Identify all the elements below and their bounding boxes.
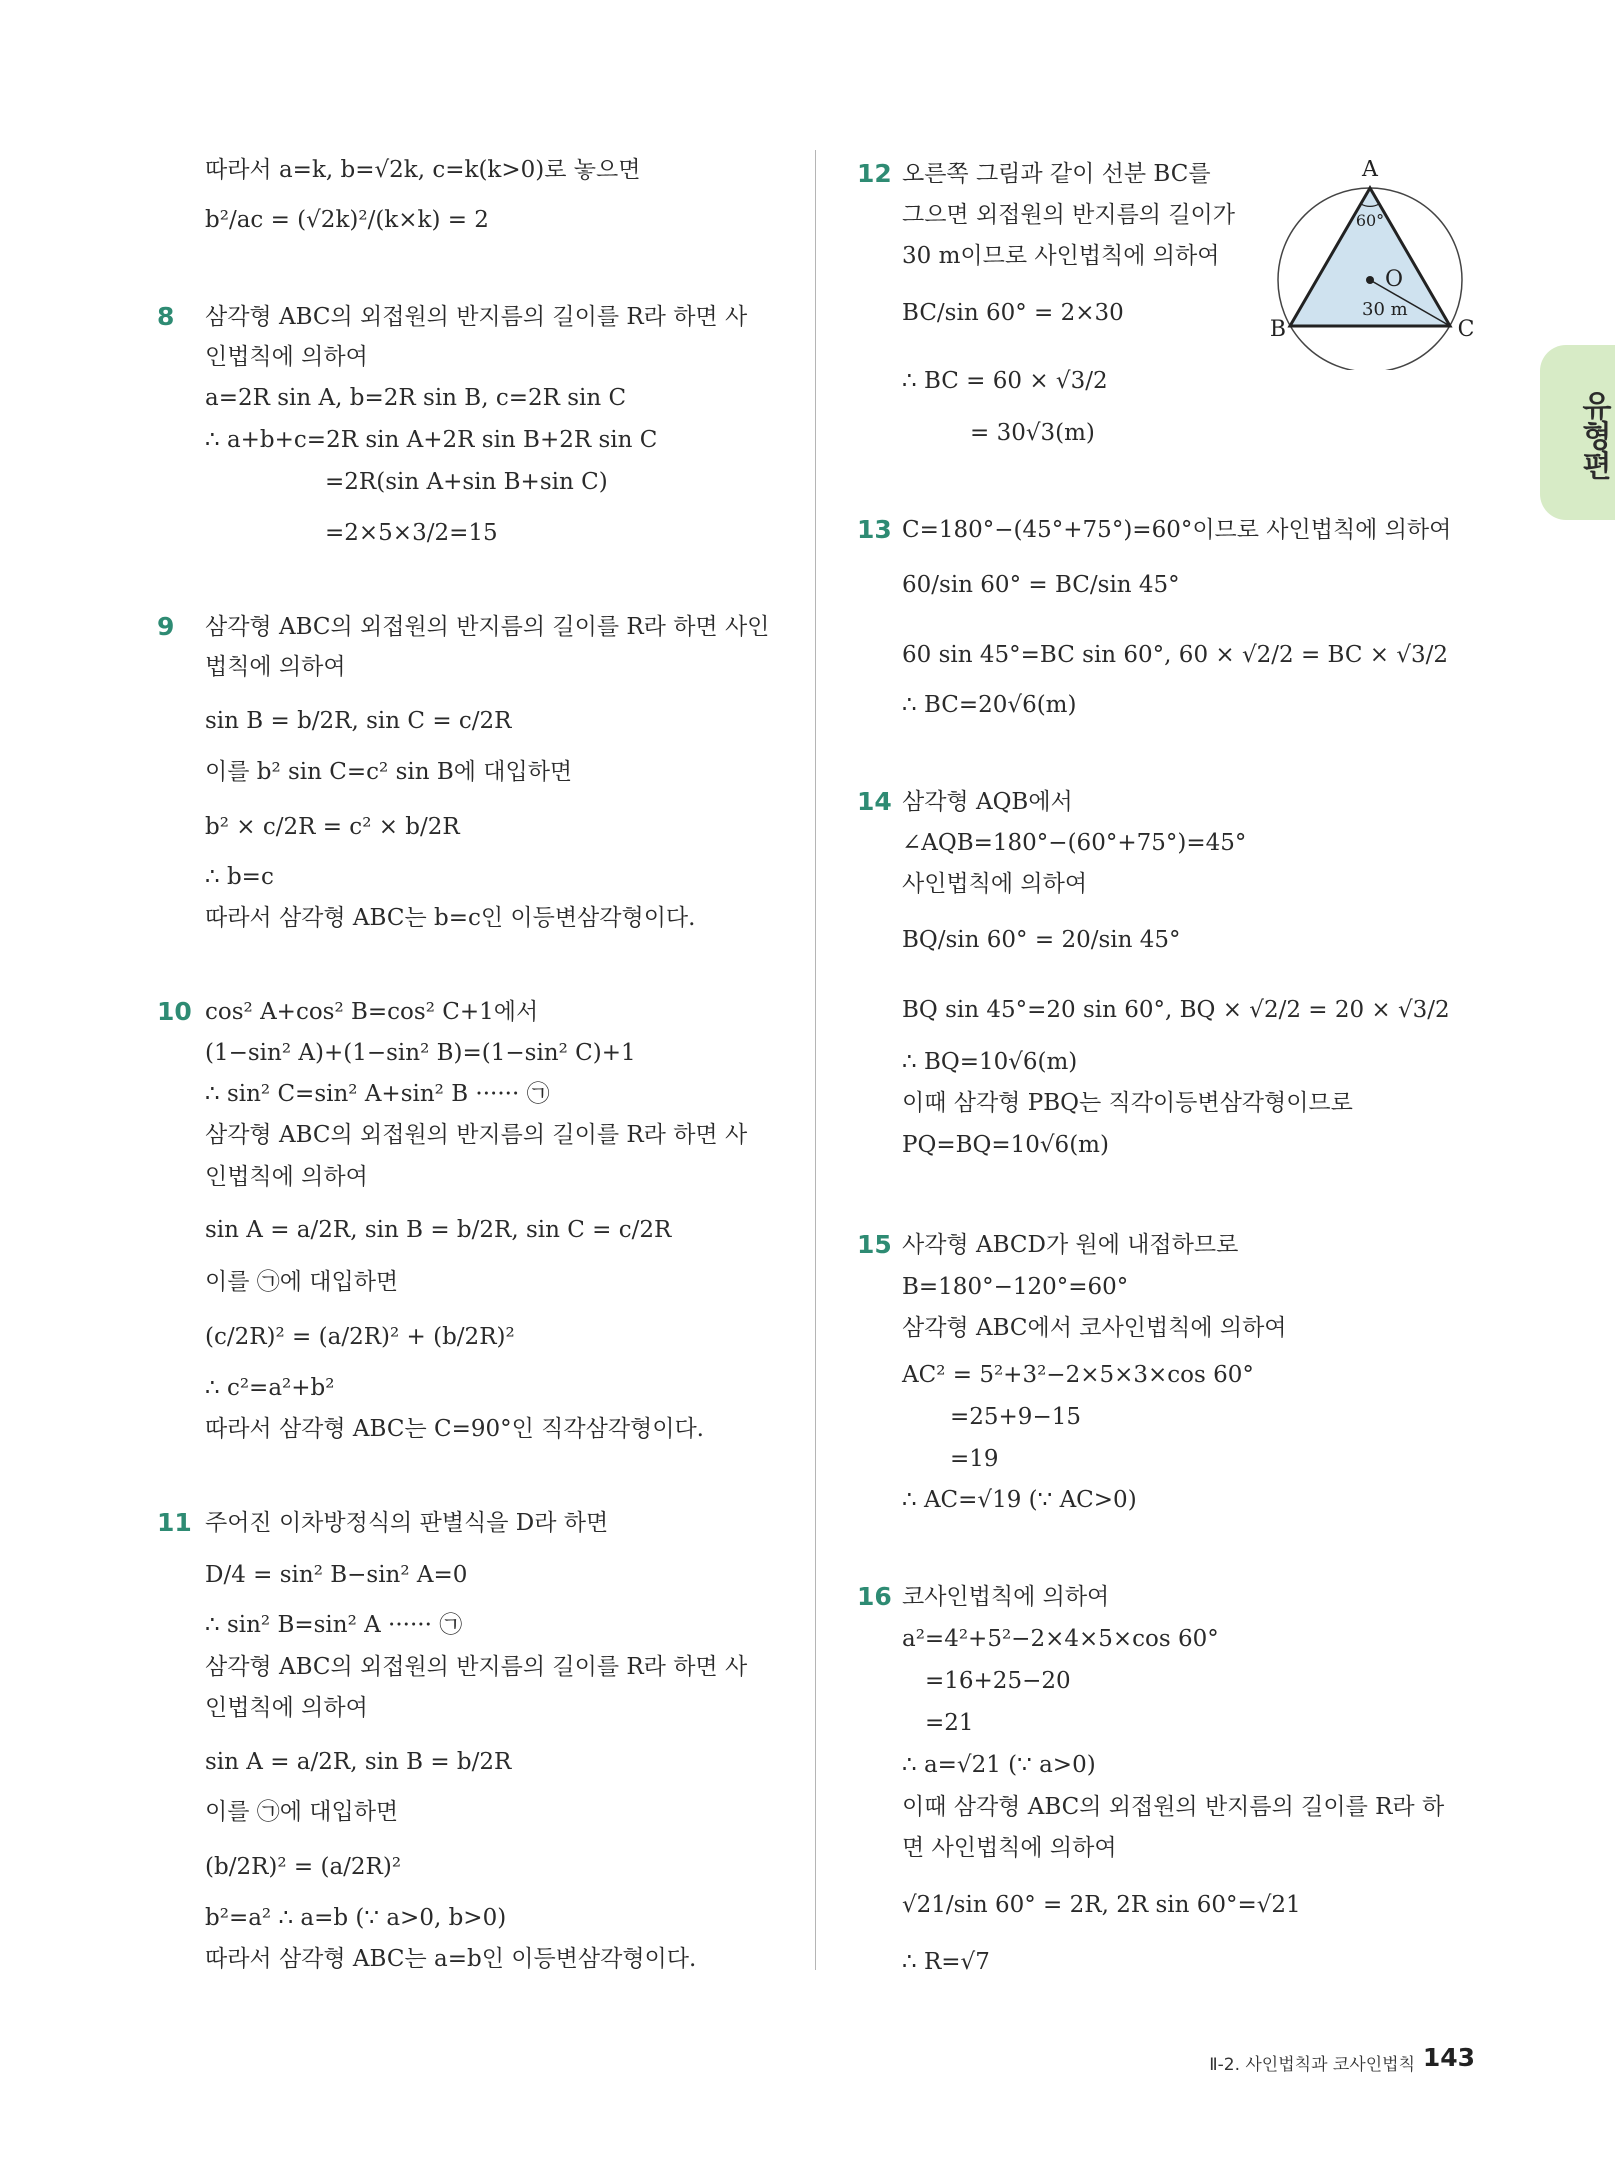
- center-point: [1366, 276, 1374, 284]
- p14-line-6: ∴ BQ=10√6(m): [902, 1049, 1078, 1075]
- p16-line-9: ∴ R=√7: [902, 1949, 990, 1975]
- p10-line-2: (1−sin² A)+(1−sin² B)=(1−sin² C)+1: [205, 1040, 636, 1066]
- problem-number-9: 9: [157, 612, 175, 641]
- p14-line-8: PQ=BQ=10√6(m): [902, 1132, 1109, 1158]
- p11-line-10: 따라서 삼각형 ABC는 a=b인 이등변삼각형이다.: [205, 1946, 697, 1972]
- vertex-b-label: B: [1270, 317, 1287, 342]
- p16-line-2: a²=4²+5²−2×4×5×cos 60°: [902, 1626, 1219, 1652]
- problem-number-10: 10: [157, 997, 192, 1026]
- p8-line-4: ∴ a+b+c=2R sin A+2R sin B+2R sin C: [205, 427, 658, 453]
- p12-line-5: ∴ BC = 60 × √3/2: [902, 368, 1108, 394]
- p8-line-1: 삼각형 ABC의 외접원의 반지름의 길이를 R라 하면 사: [205, 304, 748, 330]
- section-side-tab: [1540, 345, 1615, 520]
- p10-line-9: ∴ c²=a²+b²: [205, 1375, 335, 1401]
- angle-60-label: 60°: [1355, 211, 1385, 230]
- problem-number-8: 8: [157, 302, 175, 331]
- p12-line-6: = 30√3(m): [970, 420, 1095, 446]
- problem-number-15: 15: [857, 1230, 892, 1259]
- p13-line-4: ∴ BC=20√6(m): [902, 692, 1077, 718]
- p15-line-5: =25+9−15: [950, 1404, 1081, 1430]
- p11-line-7: 이를 ㉠에 대입하면: [205, 1799, 399, 1825]
- p15-line-4: AC² = 5²+3²−2×5×3×cos 60°: [902, 1362, 1254, 1388]
- p10-line-1: cos² A+cos² B=cos² C+1에서: [205, 999, 539, 1025]
- p8-line-5: =2R(sin A+sin B+sin C): [325, 469, 608, 495]
- side-tab-label: 유형편: [1576, 390, 1611, 480]
- p10-line-4: 삼각형 ABC의 외접원의 반지름의 길이를 R라 하면 사: [205, 1122, 748, 1148]
- p15-line-7: ∴ AC=√19 (∵ AC>0): [902, 1487, 1137, 1513]
- p14-line-3: 사인법칙에 의하여: [902, 871, 1088, 897]
- p14-line-1: 삼각형 AQB에서: [902, 789, 1073, 815]
- p10-line-8: (c/2R)² = (a/2R)² + (b/2R)²: [205, 1324, 515, 1350]
- p15-line-6: =19: [950, 1446, 999, 1472]
- vertex-a-label: A: [1362, 160, 1378, 182]
- p8-line-3: a=2R sin A, b=2R sin B, c=2R sin C: [205, 385, 627, 411]
- p13-line-3: 60 sin 45°=BC sin 60°, 60 × √2/2 = BC × √3/2: [902, 642, 1449, 668]
- p15-line-3: 삼각형 ABC에서 코사인법칙에 의하여: [902, 1315, 1287, 1341]
- page-number: 143: [1422, 2043, 1475, 2072]
- p10-line-3: ∴ sin² C=sin² A+sin² B ······ ㉠: [205, 1081, 550, 1107]
- p9-line-4: 이를 b² sin C=c² sin B에 대입하면: [205, 759, 573, 785]
- p11-line-3: ∴ sin² B=sin² A ······ ㉠: [205, 1612, 463, 1638]
- p13-line-1: C=180°−(45°+75°)=60°이므로 사인법칙에 의하여: [902, 517, 1452, 543]
- p12-line-1: 오른쪽 그림과 같이 선분 BC를: [902, 161, 1211, 187]
- problem-number-11: 11: [157, 1508, 192, 1537]
- footer-chapter-title: Ⅱ-2. 사인법칙과 코사인법칙: [1209, 2055, 1415, 2075]
- p8-line-6: =2×5×3/2=15: [325, 520, 498, 546]
- p12-line-4: BC/sin 60° = 2×30: [902, 300, 1124, 326]
- center-o-label: O: [1385, 267, 1404, 292]
- problem-number-13: 13: [857, 515, 892, 544]
- p9-line-5: b² × c/2R = c² × b/2R: [205, 814, 460, 840]
- p16-line-5: ∴ a=√21 (∵ a>0): [902, 1752, 1096, 1778]
- intro-line-2: b²/ac = (√2k)²/(k×k) = 2: [205, 207, 489, 233]
- p9-line-1: 삼각형 ABC의 외접원의 반지름의 길이를 R라 하면 사인: [205, 614, 770, 640]
- p11-line-1: 주어진 이차방정식의 판별식을 D라 하면: [205, 1510, 609, 1536]
- problem-number-12: 12: [857, 159, 892, 188]
- p16-line-8: √21/sin 60° = 2R, 2R sin 60°=√21: [902, 1892, 1301, 1918]
- p10-line-10: 따라서 삼각형 ABC는 C=90°인 직각삼각형이다.: [205, 1416, 704, 1442]
- p11-line-9: b²=a² ∴ a=b (∵ a>0, b>0): [205, 1905, 507, 1931]
- p16-line-4: =21: [925, 1710, 974, 1736]
- p14-line-2: ∠AQB=180°−(60°+75°)=45°: [902, 830, 1247, 856]
- p9-line-3: sin B = b/2R, sin C = c/2R: [205, 708, 512, 734]
- p11-line-6: sin A = a/2R, sin B = b/2R: [205, 1749, 512, 1775]
- vertex-c-label: C: [1457, 317, 1475, 342]
- p16-line-7: 면 사인법칙에 의하여: [902, 1835, 1117, 1861]
- radius-30m-label: 30 m: [1362, 299, 1408, 320]
- p12-line-2: 그으면 외접원의 반지름의 길이가: [902, 202, 1235, 228]
- p9-line-7: 따라서 삼각형 ABC는 b=c인 이등변삼각형이다.: [205, 905, 696, 931]
- p14-line-5: BQ sin 45°=20 sin 60°, BQ × √2/2 = 20 × √3/2: [902, 997, 1450, 1023]
- p8-line-2: 인법칙에 의하여: [205, 344, 368, 370]
- intro-line-1: 따라서 a=k, b=√2k, c=k(k>0)로 놓으면: [205, 157, 641, 183]
- p15-line-2: B=180°−120°=60°: [902, 1274, 1129, 1300]
- column-divider: [815, 150, 816, 1970]
- problem-number-14: 14: [857, 787, 892, 816]
- p10-line-6: sin A = a/2R, sin B = b/2R, sin C = c/2R: [205, 1217, 672, 1243]
- p14-line-4: BQ/sin 60° = 20/sin 45°: [902, 927, 1181, 953]
- problem-number-16: 16: [857, 1582, 892, 1611]
- p11-line-2: D/4 = sin² B−sin² A=0: [205, 1562, 468, 1588]
- p15-line-1: 사각형 ABCD가 원에 내접하므로: [902, 1232, 1239, 1258]
- p9-line-2: 법칙에 의하여: [205, 654, 346, 680]
- p10-line-7: 이를 ㉠에 대입하면: [205, 1269, 399, 1295]
- p10-line-5: 인법칙에 의하여: [205, 1164, 368, 1190]
- p12-line-3: 30 m이므로 사인법칙에 의하여: [902, 243, 1220, 269]
- p16-line-6: 이때 삼각형 ABC의 외접원의 반지름의 길이를 R라 하: [902, 1794, 1445, 1820]
- p11-line-8: (b/2R)² = (a/2R)²: [205, 1854, 402, 1880]
- p9-line-6: ∴ b=c: [205, 864, 274, 890]
- p14-line-7: 이때 삼각형 PBQ는 직각이등변삼각형이므로: [902, 1090, 1353, 1116]
- circumcircle-diagram: [1270, 160, 1480, 370]
- p16-line-3: =16+25−20: [925, 1668, 1071, 1694]
- p16-line-1: 코사인법칙에 의하여: [902, 1584, 1110, 1610]
- p11-line-4: 삼각형 ABC의 외접원의 반지름의 길이를 R라 하면 사: [205, 1654, 748, 1680]
- p13-line-2: 60/sin 60° = BC/sin 45°: [902, 572, 1180, 598]
- p11-line-5: 인법칙에 의하여: [205, 1695, 368, 1721]
